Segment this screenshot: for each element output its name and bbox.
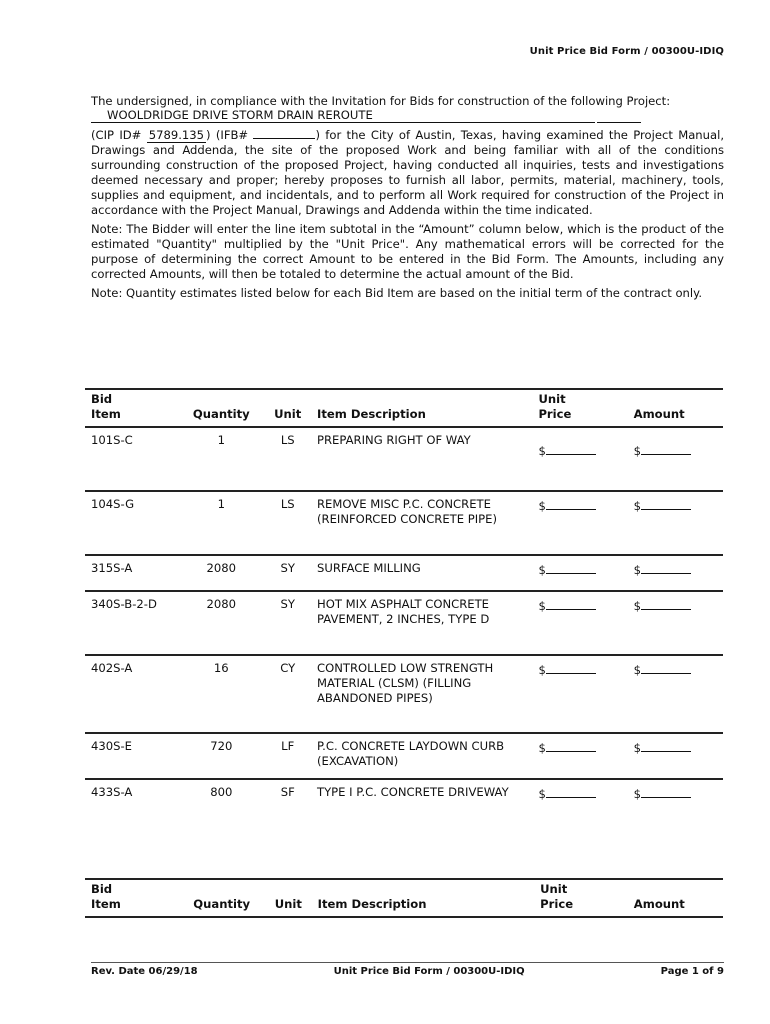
- bid-item-code: 430S-E: [85, 733, 180, 779]
- header-description: Item Description: [313, 389, 534, 427]
- currency-symbol: $: [633, 741, 641, 755]
- fill-in-line[interactable]: [546, 661, 596, 674]
- cip-id: 5789.135: [148, 128, 205, 142]
- header-unit: Unit: [262, 389, 313, 427]
- fill-in-line[interactable]: [546, 561, 596, 574]
- ifb-prefix: ) (IFB#: [206, 128, 249, 142]
- currency-symbol: $: [538, 444, 546, 458]
- item-description: PREPARING RIGHT OF WAY: [313, 427, 534, 491]
- unit-price-blank[interactable]: [538, 499, 595, 513]
- header-quantity: Quantity: [180, 879, 263, 917]
- fill-in-line[interactable]: [641, 442, 691, 455]
- quantity-value: 1: [180, 427, 262, 491]
- currency-symbol: $: [538, 741, 546, 755]
- table-row: [85, 779, 723, 843]
- unit-value: LS: [262, 427, 313, 491]
- fill-in-line[interactable]: [641, 597, 691, 610]
- fill-in-line[interactable]: [546, 442, 596, 455]
- intro-line: The undersigned, in compliance with the Invitation for Bids for construction of the following Project:: [91, 94, 671, 108]
- page-footer: [91, 962, 724, 977]
- proposal-body: ) for the City of Austin, Texas, having examined the Project Manual, Drawings and Addenda, the site of the proposed Work and being familiar with all of the conditions surrounding construction of the proposed Project, having conducted all inquiries, tests and investigations deemed necessary and proper; hereby proposes to furnish all labor, permits, material, machinery, tools, supplies and equipment, and incidentals, and to perform all Work required for construction of the Project in accordance with the Project Manual, Drawings and Addenda within the time indicated.: [91, 128, 725, 217]
- amount-blank[interactable]: [634, 442, 719, 459]
- page-header-title: Unit Price Bid Form / 00300U-IDIQ: [529, 46, 724, 57]
- fill-in-line[interactable]: [546, 497, 596, 510]
- unit-price-blank[interactable]: [538, 787, 595, 801]
- quantity-value: 2080: [180, 555, 262, 591]
- amount-blank[interactable]: [634, 599, 691, 613]
- table-row: [85, 591, 723, 655]
- header-unit: Unit: [263, 879, 314, 917]
- header-amount: Amount: [630, 879, 723, 917]
- bid-item-code: 104S-G: [85, 491, 180, 555]
- item-description: HOT MIX ASPHALT CONCRETE PAVEMENT, 2 INCHES, TYPE D: [313, 591, 534, 655]
- amount-blank[interactable]: [634, 563, 691, 577]
- ifb-number-blank: [253, 127, 315, 139]
- currency-symbol: $: [633, 499, 641, 513]
- unit-price-field[interactable]: [534, 591, 629, 655]
- amount-blank[interactable]: [634, 741, 691, 755]
- table-header-row-repeat: [85, 879, 723, 917]
- footer-form-title: Unit Price Bid Form / 00300U-IDIQ: [333, 966, 525, 977]
- proposal-paragraph: [91, 127, 724, 218]
- currency-symbol: $: [633, 444, 641, 458]
- project-leading-blank: [91, 122, 105, 123]
- amount-field[interactable]: [630, 591, 723, 655]
- unit-price-field[interactable]: [534, 491, 629, 555]
- quantity-value: 16: [180, 655, 262, 733]
- fill-in-line[interactable]: [546, 597, 596, 610]
- bid-item-code: 340S-B-2-D: [85, 591, 180, 655]
- currency-symbol: $: [633, 599, 641, 613]
- amount-blank[interactable]: [634, 499, 691, 513]
- unit-value: LF: [262, 733, 313, 779]
- unit-value: SY: [262, 591, 313, 655]
- project-trailing-blank: [597, 109, 641, 123]
- currency-symbol: $: [633, 663, 641, 677]
- item-description: CONTROLLED LOW STRENGTH MATERIAL (CLSM) (FILLING ABANDONED PIPES): [313, 655, 534, 733]
- quantity-value: 2080: [180, 591, 262, 655]
- table-row: [85, 733, 723, 779]
- currency-symbol: $: [538, 663, 546, 677]
- cip-prefix: (CIP ID#: [91, 128, 142, 142]
- table-row: [85, 491, 723, 555]
- unit-value: SY: [262, 555, 313, 591]
- unit-price-blank[interactable]: [538, 741, 595, 755]
- header-bid-item: Bid Item: [85, 879, 180, 917]
- amount-field[interactable]: [630, 655, 723, 733]
- amount-blank[interactable]: [634, 787, 691, 801]
- currency-symbol: $: [633, 563, 641, 577]
- bid-items-table: [85, 388, 723, 843]
- unit-price-blank[interactable]: [538, 663, 595, 677]
- amount-field[interactable]: [630, 733, 723, 779]
- header-amount: Amount: [630, 389, 723, 427]
- unit-value: SF: [280, 785, 295, 799]
- table-row: [85, 427, 723, 491]
- currency-symbol: $: [538, 599, 546, 613]
- header-bid-item: Bid Item: [85, 389, 180, 427]
- header-description: Item Description: [314, 879, 536, 917]
- table-row: [85, 655, 723, 733]
- footer-rev-date: Rev. Date 06/29/18: [91, 966, 198, 977]
- amount-field[interactable]: [630, 779, 723, 843]
- continuation-header-table: [85, 878, 723, 918]
- currency-symbol: $: [633, 787, 641, 801]
- fill-in-line[interactable]: [641, 497, 691, 510]
- header-unit-price: Unit Price: [534, 389, 629, 427]
- fill-in-line[interactable]: [546, 739, 596, 752]
- header-quantity: Quantity: [180, 389, 262, 427]
- item-description: SURFACE MILLING: [313, 555, 534, 591]
- currency-symbol: $: [538, 787, 546, 801]
- unit-price-blank[interactable]: [538, 599, 595, 613]
- quantity-value: 720: [180, 733, 262, 779]
- project-line: [91, 109, 724, 123]
- unit-price-field[interactable]: [534, 555, 629, 591]
- amount-field[interactable]: [630, 427, 723, 491]
- table-row: [85, 555, 723, 591]
- note-quantity: Note: Quantity estimates listed below for each Bid Item are based on the initial term of the contract only.: [91, 286, 703, 300]
- fill-in-line[interactable]: [641, 785, 691, 798]
- bid-item-code: 315S-A: [85, 555, 180, 591]
- amount-field[interactable]: [630, 555, 723, 591]
- bid-item-code: 101S-C: [85, 427, 180, 491]
- item-description: REMOVE MISC P.C. CONCRETE (REINFORCED CONCRETE PIPE): [313, 491, 534, 555]
- item-description: P.C. CONCRETE LAYDOWN CURB (EXCAVATION): [313, 733, 534, 779]
- item-description: TYPE I P.C. CONCRETE DRIVEWAY: [317, 785, 509, 799]
- fill-in-line[interactable]: [641, 561, 691, 574]
- unit-value: CY: [262, 655, 313, 733]
- quantity-value: 1: [180, 491, 262, 555]
- unit-value: LS: [262, 491, 313, 555]
- project-name: WOOLDRIDGE DRIVE STORM DRAIN REROUTE: [105, 109, 595, 123]
- currency-symbol: $: [538, 499, 546, 513]
- unit-price-field[interactable]: [534, 427, 629, 491]
- quantity-value: 800: [210, 785, 233, 799]
- amount-blank[interactable]: [634, 663, 691, 677]
- unit-price-blank[interactable]: [538, 563, 595, 577]
- currency-symbol: $: [538, 563, 546, 577]
- header-unit-price: Unit Price: [536, 879, 630, 917]
- fill-in-line[interactable]: [641, 739, 691, 752]
- amount-field[interactable]: [630, 491, 723, 555]
- note-amount: Note: The Bidder will enter the line item subtotal in the “Amount” column below, which is the product of the estimated "Quantity" multiplied by the "Unit Price". Any mathematical errors will be corrected for the purpose of determining the correct Amount to be entered in the Bid Form. The Amounts, including any corrected Amounts, will then be totaled to determine the actual amount of the Bid.: [91, 222, 724, 281]
- footer-page-number: Page 1 of 9: [660, 966, 724, 977]
- fill-in-line[interactable]: [546, 785, 596, 798]
- table-header-row: [85, 389, 723, 427]
- unit-price-blank[interactable]: [538, 442, 625, 459]
- unit-price-field[interactable]: [534, 655, 629, 733]
- bid-item-code: 402S-A: [85, 655, 180, 733]
- unit-price-field[interactable]: [534, 779, 629, 843]
- intro-section: [91, 94, 724, 301]
- fill-in-line[interactable]: [641, 661, 691, 674]
- unit-price-field[interactable]: [534, 733, 629, 779]
- bid-item-code: 433S-A: [91, 785, 133, 799]
